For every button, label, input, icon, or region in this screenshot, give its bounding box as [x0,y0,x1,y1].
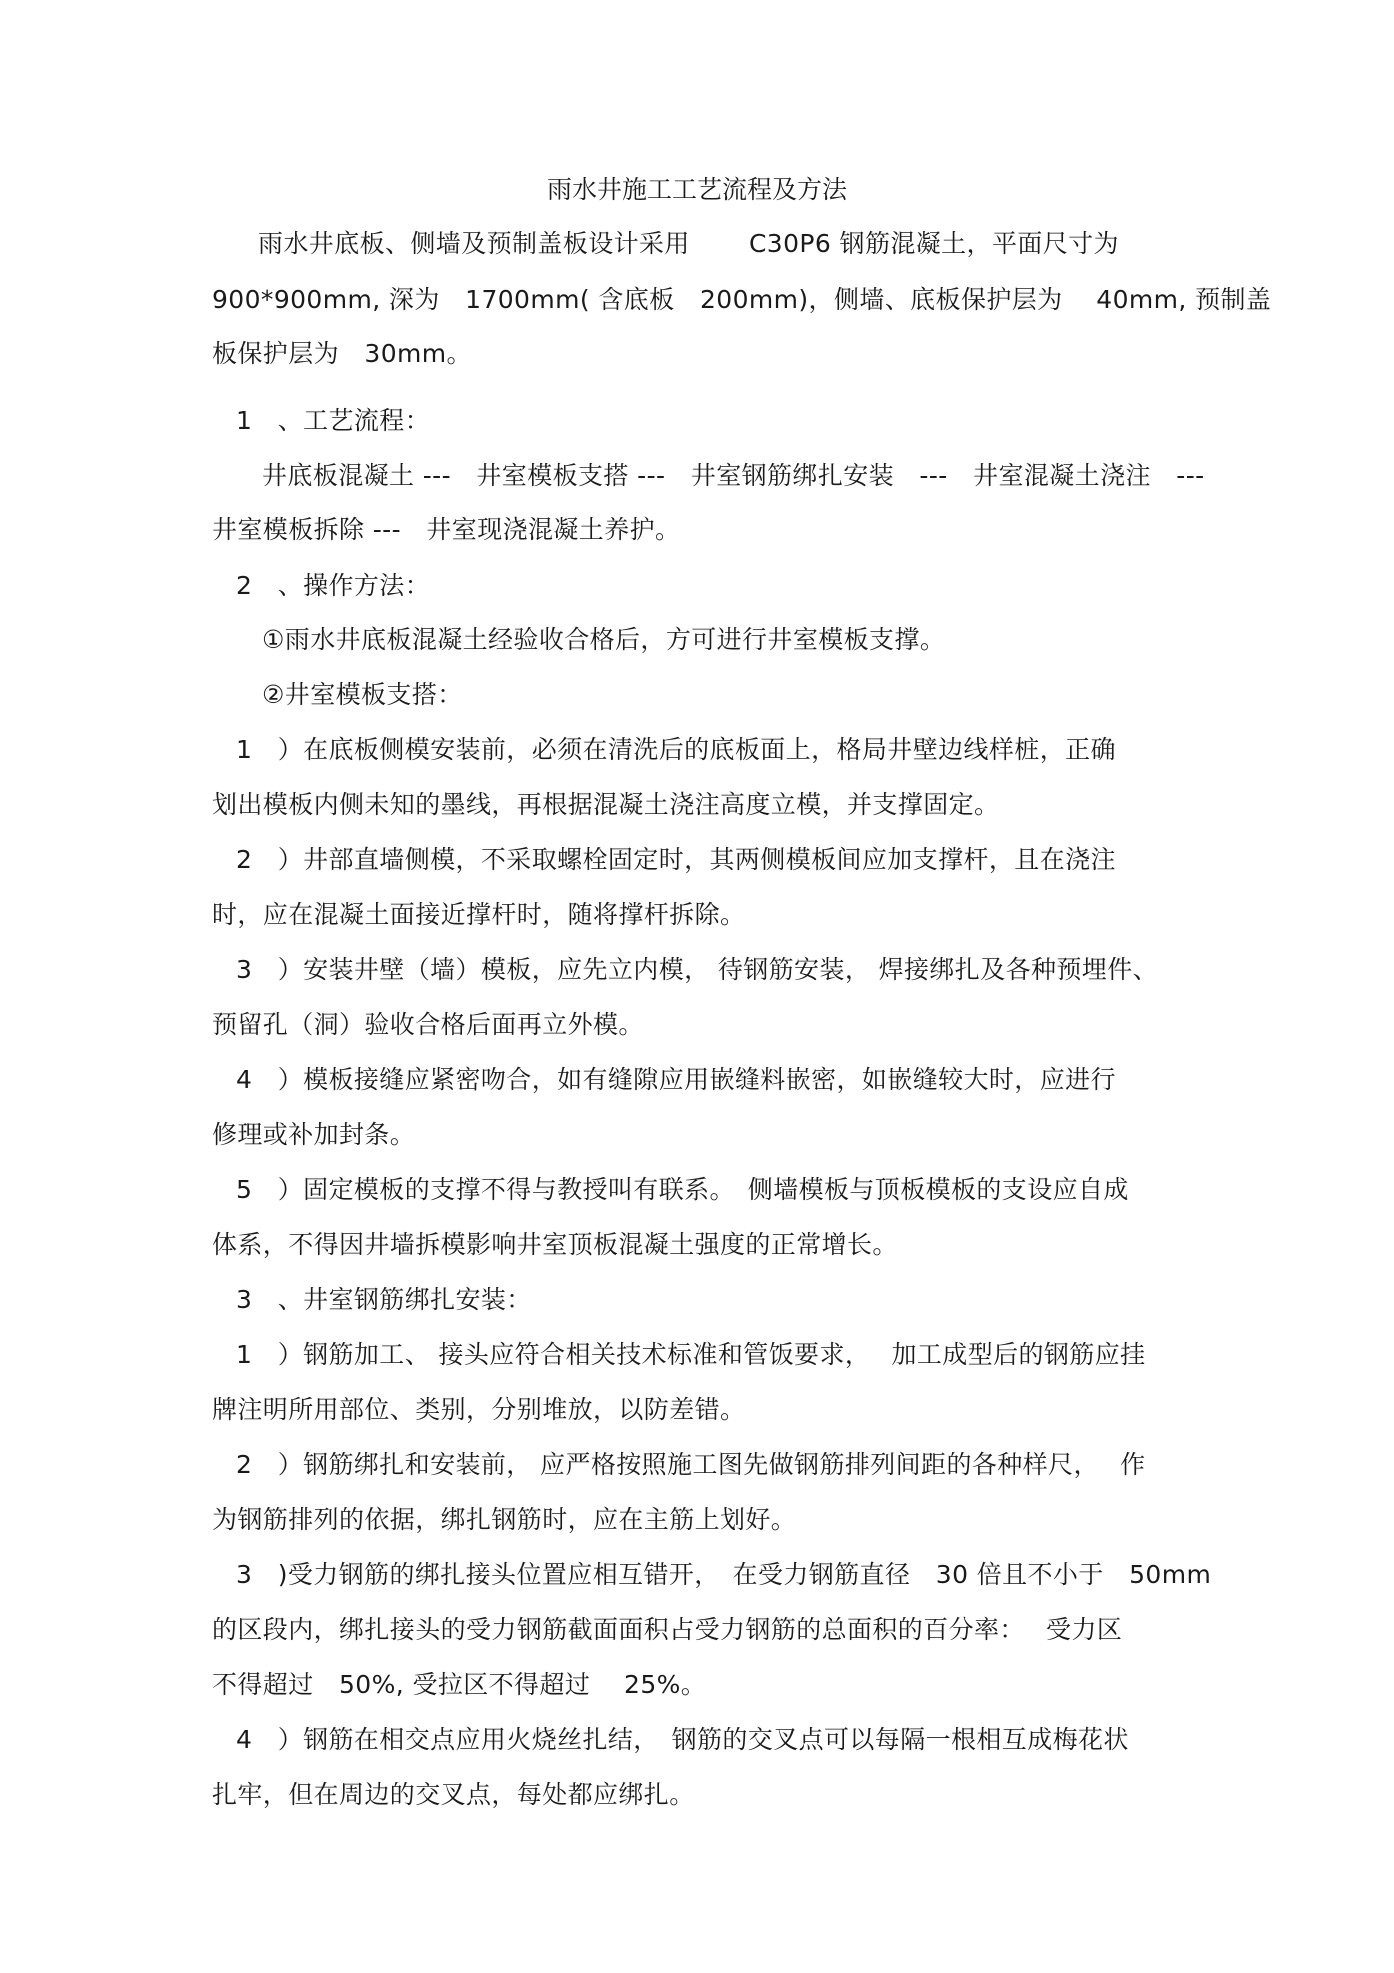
paragraph-line: 的区段内，绑扎接头的受力钢筋截面面积占受力钢筋的总面积的百分率： 受力区 [212,1615,1123,1644]
paragraph-line: ②井室模板支搭： [262,680,463,709]
paragraph-line: 2 ）井部直墙侧模，不采取螺栓固定时，其两侧模板间应加支撑杆，且在浇注 [236,845,1116,874]
paragraph-line: 1 ）在底板侧模安装前，必须在清洗后的底板面上，格局井壁边线样桩，正确 [236,735,1116,764]
paragraph-line: 扎牢，但在周边的交叉点，每处都应绑扎。 [212,1780,695,1809]
paragraph-line: 体系，不得因井墙拆模影响井室顶板混凝土强度的正常增长。 [212,1230,898,1259]
paragraph-line: 4 ）模板接缝应紧密吻合，如有缝隙应用嵌缝料嵌密，如嵌缝较大时，应进行 [236,1065,1116,1094]
paragraph-line: ①雨水井底板混凝土经验收合格后，方可进行井室模板支撑。 [262,625,946,654]
paragraph-line: 3 )受力钢筋的绑扎接头位置应相互错开， 在受力钢筋直径 30 倍且不小于 50mm [236,1560,1212,1589]
document-title: 雨水井施工工艺流程及方法 [546,175,847,204]
paragraph-line: 牌注明所用部位、类别，分别堆放，以防差错。 [212,1395,746,1424]
paragraph-line: 4 ）钢筋在相交点应用火烧丝扎结， 钢筋的交叉点可以每隔一根相互成梅花状 [236,1725,1129,1754]
paragraph-line: 预留孔（洞）验收合格后面再立外模。 [212,1010,644,1039]
paragraph-line: 划出模板内侧未知的墨线，再根据混凝土浇注高度立模，并支撑固定。 [212,790,1000,819]
paragraph-line: 时，应在混凝土面接近撑杆时，随将撑杆拆除。 [212,900,746,929]
paragraph-line: 修理或补加封条。 [212,1120,416,1149]
paragraph-line: 3 ）安装井壁（墙）模板，应先立内模， 待钢筋安装， 焊接绑扎及各种预埋件、 [236,955,1159,984]
paragraph-line: 900*900mm, 深为 1700mm( 含底板 200mm)，侧墙、底板保护层为 40mm, 预制盖 [212,285,1272,314]
section-heading: 2 、操作方法： [236,571,431,600]
section-heading: 1 、工艺流程： [236,406,431,435]
paragraph-line: 5 ）固定模板的支撑不得与教授叫有联系。 侧墙模板与顶板模板的支设应自成 [236,1175,1129,1204]
paragraph-line: 不得超过 50%, 受拉区不得超过 25%。 [212,1670,707,1699]
paragraph-line: 井底板混凝土 --- 井室模板支搭 --- 井室钢筋绑扎安装 --- 井室混凝土浇注 --- [262,461,1205,490]
section-heading: 3 、井室钢筋绑扎安装： [236,1285,532,1314]
paragraph-line: 2 ）钢筋绑扎和安装前， 应严格按照施工图先做钢筋排列间距的各种样尺， 作 [236,1450,1146,1479]
paragraph-line: 板保护层为 30mm。 [212,339,472,368]
paragraph-line: 井室模板拆除 --- 井室现浇混凝土养护。 [212,515,681,544]
paragraph-line: 雨水井底板、侧墙及预制盖板设计采用 C30P6 钢筋混凝土，平面尺寸为 [258,229,1119,258]
paragraph-line: 为钢筋排列的依据，绑扎钢筋时，应在主筋上划好。 [212,1505,797,1534]
paragraph-line: 1 ）钢筋加工、 接头应符合相关技术标准和管饭要求， 加工成型后的钢筋应挂 [236,1340,1146,1369]
